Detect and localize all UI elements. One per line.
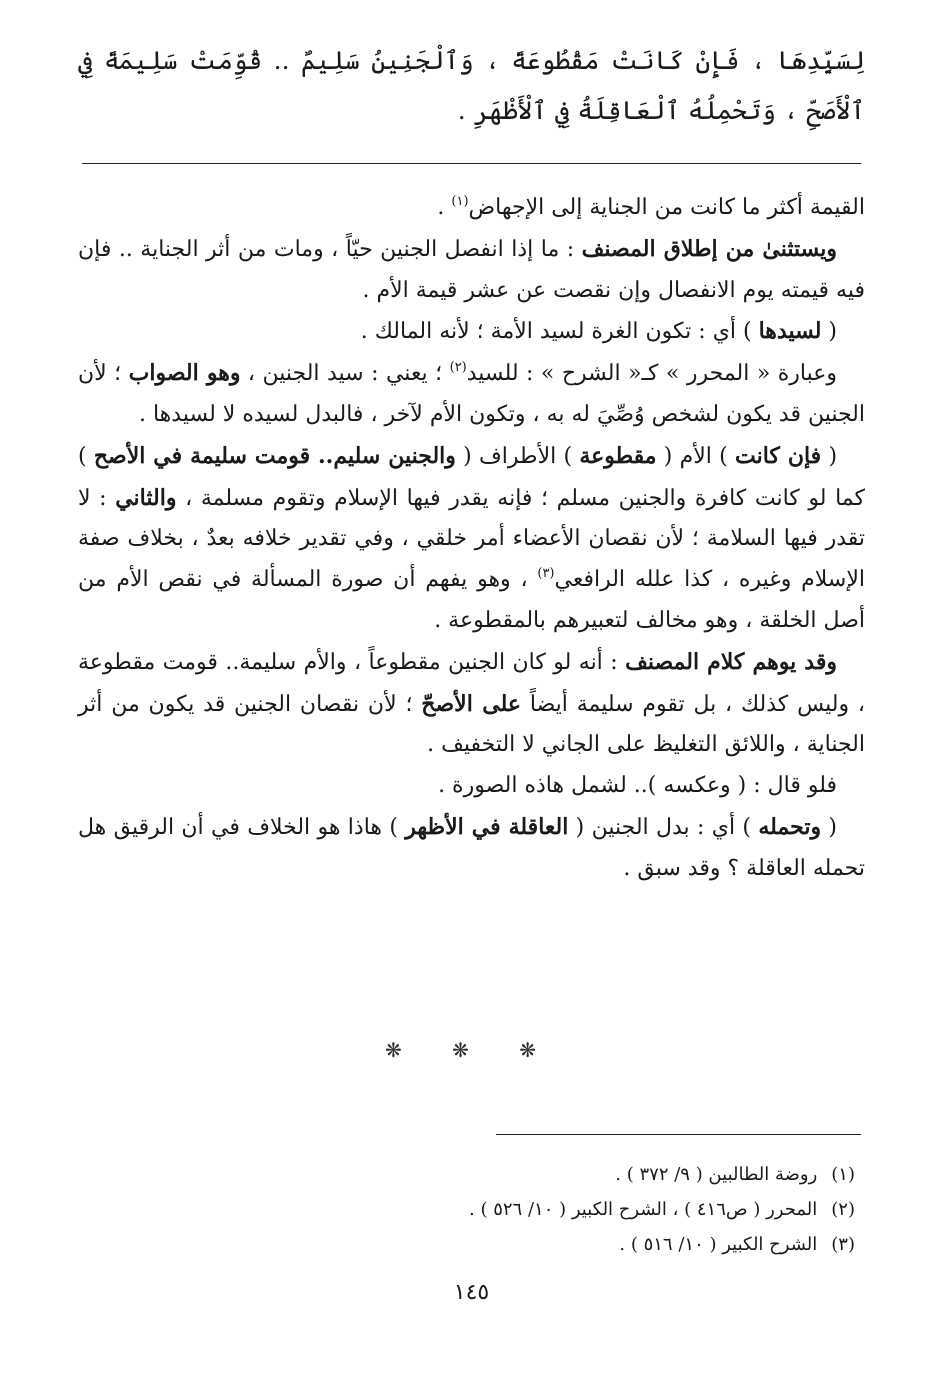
paragraph-3: ( لسيدها ) أي : تكون الغرة لسيد الأمة ؛ لأنه المالك . [360,318,837,345]
footnote [300,1227,855,1262]
paragraph-2: ويستثنىٰ من إطلاق المصنف : ما إذا انفصل الجنين حيّاً ، ومات من أثر الجناية .. فإن فيه قيمته يوم الانفصال وإن نقصت عن عشر قيمة الأم . [78,235,865,303]
matn-divider [82,163,861,164]
section-separator-icon: ❋ ❋ ❋ [385,1038,558,1062]
paragraph-1: القيمة أكثر ما كانت من الجناية إلى الإجهاض$^{(١)}$ . [437,194,865,220]
paragraph-4: وعبارة « المحرر » كـ« الشرح » : للسيد$^{(٢)}$ ؛ يعني : سيد الجنين ، وهو الصواب ؛ لأن الجنين قد يكون لشخص وُصِّيَ له به ، وتكون الأم لآخر ، فالبدل لسيده لا لسيدها . [78,360,865,427]
footnote-number: (٣) [831,1234,855,1255]
footnote-text: المحرر ( ص٤١٦ ) ، الشرح الكبير ( ١٠/ ٥٢٦ ) . [469,1199,818,1220]
page-number: ١٤٥ [453,1280,490,1305]
paragraph-8: ( وتحمله ) أي : بدل الجنين ( العاقلة في الأظهر ) هاذا هو الخلاف في أن الرقيق هل تحمله العاقلة ؟ وقد سبق . [78,813,865,881]
footnote-text: روضة الطالبين ( ٩/ ٣٧٢ ) . [615,1164,818,1185]
footnote-ref-1: (١) [451,194,469,209]
footnote-ref-2: (٢) [449,360,467,376]
footnotes [300,1157,855,1262]
matn-text: لِسَيِّدِهَا ، فَإِنْ كَانَتْ مَقْطُوعَةً ، وَٱلْجَنِينُ سَلِيمٌ .. قُوِّمَتْ سَلِيمَةً فِي ٱلْأَصَحِّ ، وَتَحْمِلُهُ ٱلْعَاقِلَةُ فِي ٱلْأَظْهَرِ . [78,46,865,125]
footnote-ref-3: (٣) [537,566,555,582]
paragraph-6: وقد يوهم كلام المصنف : أنه لو كان الجنين مقطوعاً ، والأم سليمة.. قومت مقطوعة ، وليس كذلك ، بل تقوم سليمة أيضاً على الأصحّ ؛ لأن نقصان الجنين قد يكون من أثر الجناية ، واللائق التغليظ على الجاني لا التخفيف . [78,648,865,758]
footnote-number: (٢) [831,1199,855,1220]
footnote [300,1157,855,1192]
footnote-divider [496,1134,861,1135]
footnote [300,1192,855,1227]
footnote-text: الشرح الكبير ( ١٠/ ٥١٦ ) . [619,1234,818,1255]
footnote-number: (١) [831,1164,855,1185]
paragraph-5: ( فإن كانت ) الأم ( مقطوعة ) الأطراف ( والجنين سليم.. قومت سليمة في الأصح ) كما لو كانت كافرة والجنين مسلم ؛ فإنه يقدر فيها الإسلام وتقوم مسلمة ، والثاني : لا تقدر فيها السلامة ؛ لأن نقصان الأعضاء أمر خلقي ، وفي تقدير خلافه بعدٌ ، بخلاف صفة الإسلام وغيره ، كذا علله الرافعي$^{(٣)}$ ، وهو يفهم أن صورة المسألة في نقص الأم من أصل الخلقة ، وهو مخالف لتعبيرهم بالمقطوعة . [78,442,865,633]
commentary [78,188,865,890]
paragraph-7: فلو قال : ( وعكسه ).. لشمل هاذه الصورة . [438,773,837,799]
